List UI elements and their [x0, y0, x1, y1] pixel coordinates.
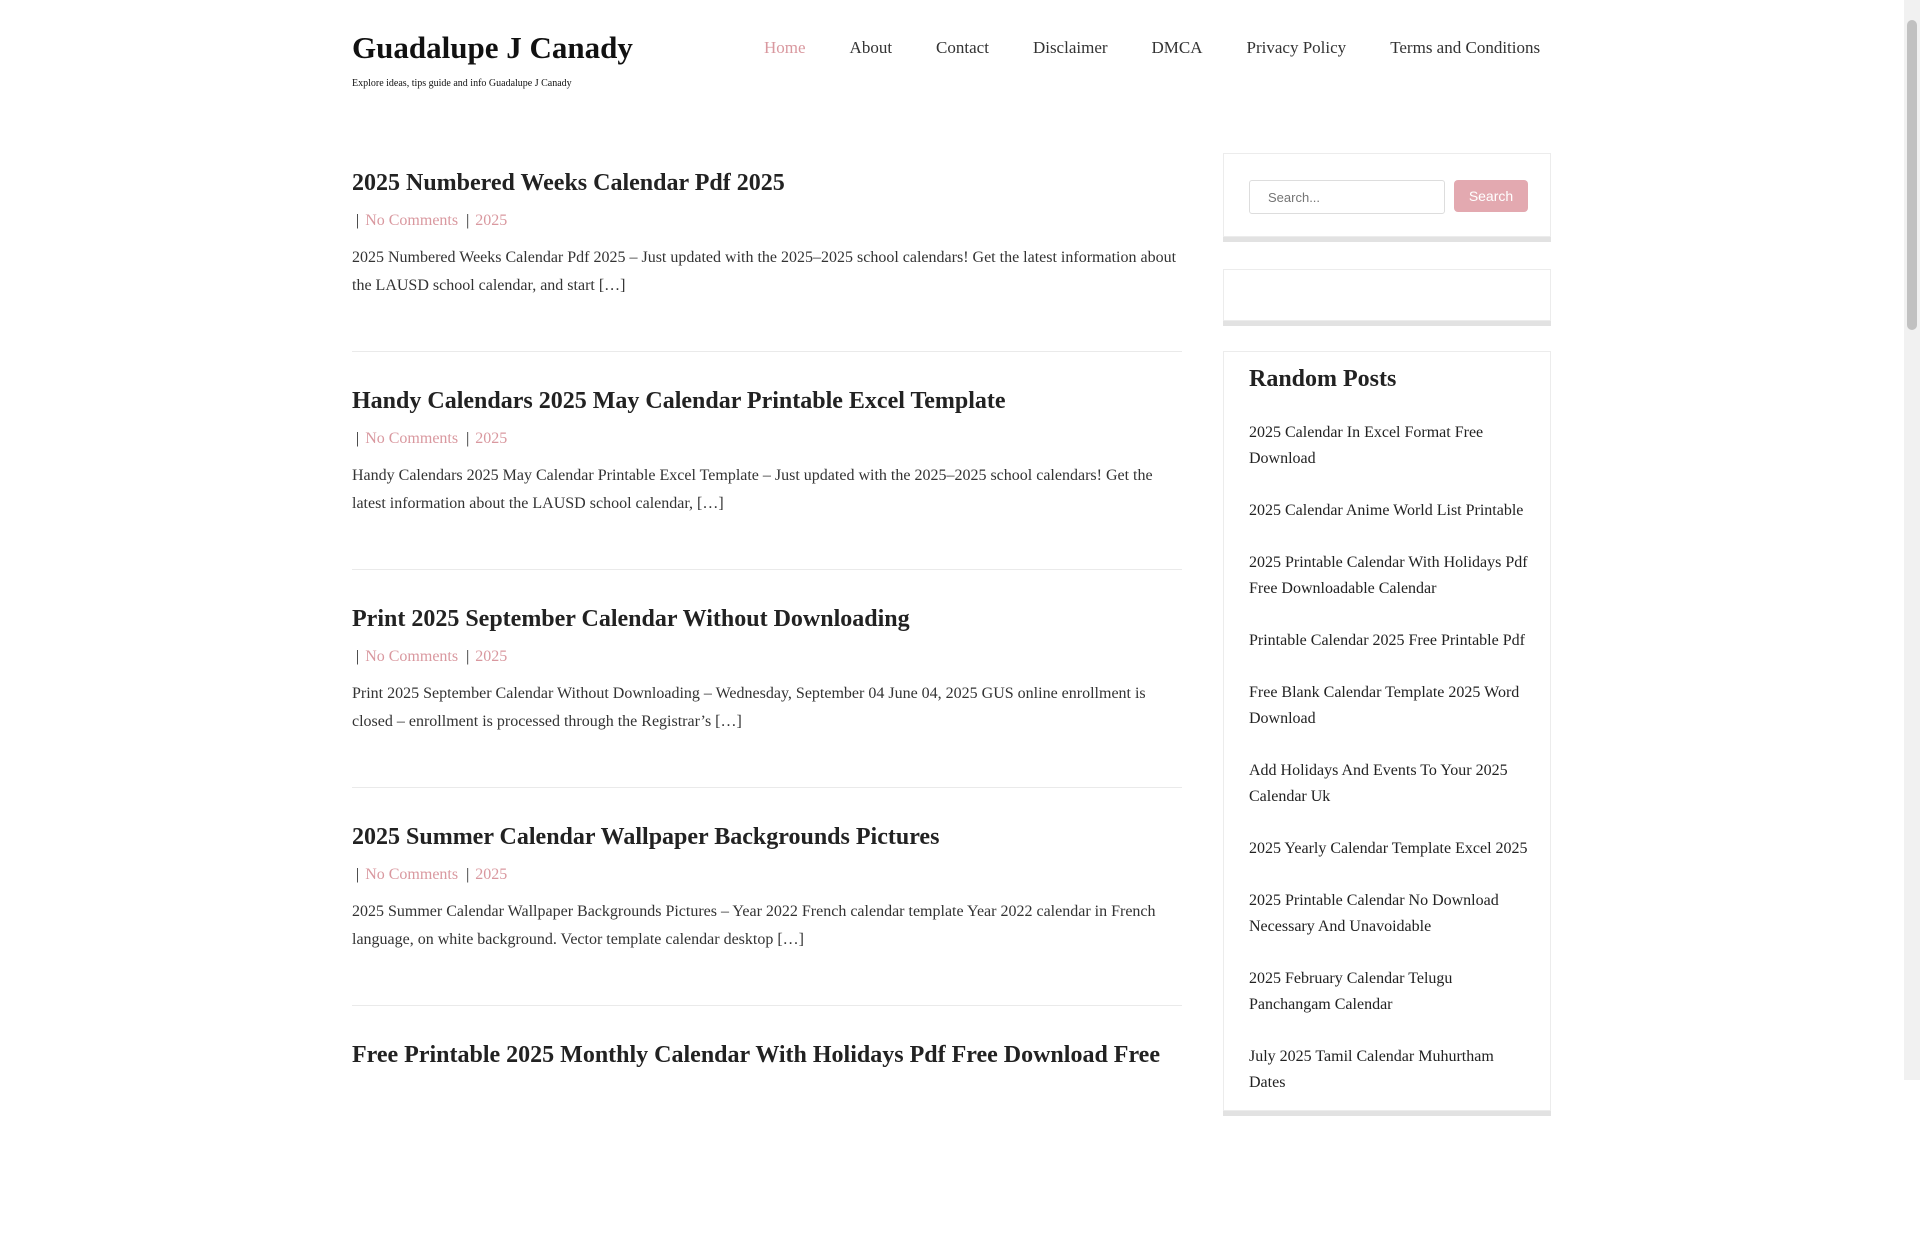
post-title[interactable]: Free Printable 2025 Monthly Calendar With Holidays Pdf Free Download Free	[352, 1042, 1160, 1068]
random-post-link[interactable]: 2025 Calendar Anime World List Printable	[1249, 502, 1524, 519]
meta-separator: |	[356, 430, 360, 447]
meta-separator: |	[356, 648, 360, 665]
post-title[interactable]: Print 2025 September Calendar Without Downloading	[352, 606, 910, 632]
site-title[interactable]: Guadalupe J Canady	[352, 30, 633, 65]
nav-dmca[interactable]: DMCA	[1151, 38, 1203, 57]
random-post-link[interactable]: 2025 February Calendar Telugu Panchangam Calendar	[1249, 970, 1453, 1013]
vertical-scrollbar[interactable]	[1904, 0, 1920, 1080]
random-post-link[interactable]: Printable Calendar 2025 Free Printable Pdf	[1249, 632, 1525, 649]
post-meta	[352, 430, 1182, 448]
random-posts-widget	[1223, 351, 1551, 1111]
nav-disclaimer[interactable]: Disclaimer	[1032, 38, 1108, 57]
post-item	[352, 820, 1182, 1006]
search-widget	[1223, 153, 1551, 237]
nav-about[interactable]: About	[849, 38, 893, 57]
random-post-link[interactable]: 2025 Calendar In Excel Format Free Download	[1249, 424, 1484, 467]
nav-privacy-policy[interactable]: Privacy Policy	[1246, 38, 1347, 57]
random-posts-title: Random Posts	[1249, 366, 1397, 392]
post-title[interactable]: 2025 Summer Calendar Wallpaper Backgrounds Pictures	[352, 824, 940, 850]
post-category-link[interactable]: 2025	[475, 212, 508, 229]
post-meta	[352, 866, 1182, 884]
random-post-link[interactable]: 2025 Printable Calendar With Holidays Pdf Free Downloadable Calendar	[1249, 554, 1528, 597]
meta-separator: |	[466, 430, 470, 447]
post-excerpt: Handy Calendars 2025 May Calendar Printable Excel Template – Just updated with the 2025–2025 school calendars! Get the latest information about the LAUSD school calendar, […]	[352, 467, 1153, 512]
post-category-link[interactable]: 2025	[475, 866, 508, 883]
post-title[interactable]: Handy Calendars 2025 May Calendar Printable Excel Template	[352, 388, 1006, 414]
post-item	[352, 384, 1182, 570]
post-title[interactable]: 2025 Numbered Weeks Calendar Pdf 2025	[352, 170, 785, 196]
nav-home[interactable]: Home	[764, 38, 806, 57]
post-item	[352, 1038, 1182, 1223]
post-category-link[interactable]: 2025	[475, 430, 508, 447]
random-post-link[interactable]: Add Holidays And Events To Your 2025 Calendar Uk	[1249, 762, 1508, 805]
post-comments-link[interactable]: No Comments	[365, 648, 459, 665]
post-comments-link[interactable]: No Comments	[365, 866, 459, 883]
nav-contact[interactable]: Contact	[936, 38, 989, 57]
meta-separator: |	[466, 212, 470, 229]
post-comments-link[interactable]: No Comments	[365, 212, 459, 229]
scrollbar-thumb[interactable]	[1907, 20, 1917, 330]
post-list	[352, 152, 1182, 1255]
post-excerpt: Print 2025 September Calendar Without Downloading – Wednesday, September 04 June 04, 2025 GUS online enrollment is closed – enrollment is processed through the Registrar’s […]	[352, 685, 1146, 730]
post-item	[352, 602, 1182, 788]
meta-separator: |	[356, 212, 360, 229]
site-description: Explore ideas, tips guide and info Guadalupe J Canady	[352, 78, 572, 89]
meta-separator: |	[466, 648, 470, 665]
empty-widget	[1223, 269, 1551, 321]
nav-terms-and-conditions[interactable]: Terms and Conditions	[1390, 38, 1541, 57]
random-post-link[interactable]: July 2025 Tamil Calendar Muhurtham Dates	[1249, 1048, 1494, 1091]
main-nav	[764, 38, 1540, 58]
post-excerpt: 2025 Summer Calendar Wallpaper Backgrounds Pictures – Year 2022 French calendar template Year 2022 calendar in French language, on white background. Vector template calendar desktop […]	[352, 903, 1156, 948]
random-post-link[interactable]: Free Blank Calendar Template 2025 Word Download	[1249, 684, 1520, 727]
random-posts-list	[1249, 420, 1534, 1122]
meta-separator: |	[356, 866, 360, 883]
post-meta	[352, 212, 1182, 230]
post-meta	[352, 648, 1182, 666]
search-input[interactable]	[1249, 180, 1445, 214]
post-excerpt: 2025 Numbered Weeks Calendar Pdf 2025 – Just updated with the 2025–2025 school calendars! Get the latest information about the LAUSD school calendar, and start […]	[352, 249, 1177, 294]
meta-separator: |	[466, 866, 470, 883]
random-post-link[interactable]: 2025 Yearly Calendar Template Excel 2025	[1249, 840, 1528, 857]
random-post-link[interactable]: 2025 Printable Calendar No Download Necessary And Unavoidable	[1249, 892, 1499, 935]
search-button[interactable]: Search	[1454, 180, 1528, 212]
post-item	[352, 166, 1182, 352]
post-comments-link[interactable]: No Comments	[365, 430, 459, 447]
post-category-link[interactable]: 2025	[475, 648, 508, 665]
